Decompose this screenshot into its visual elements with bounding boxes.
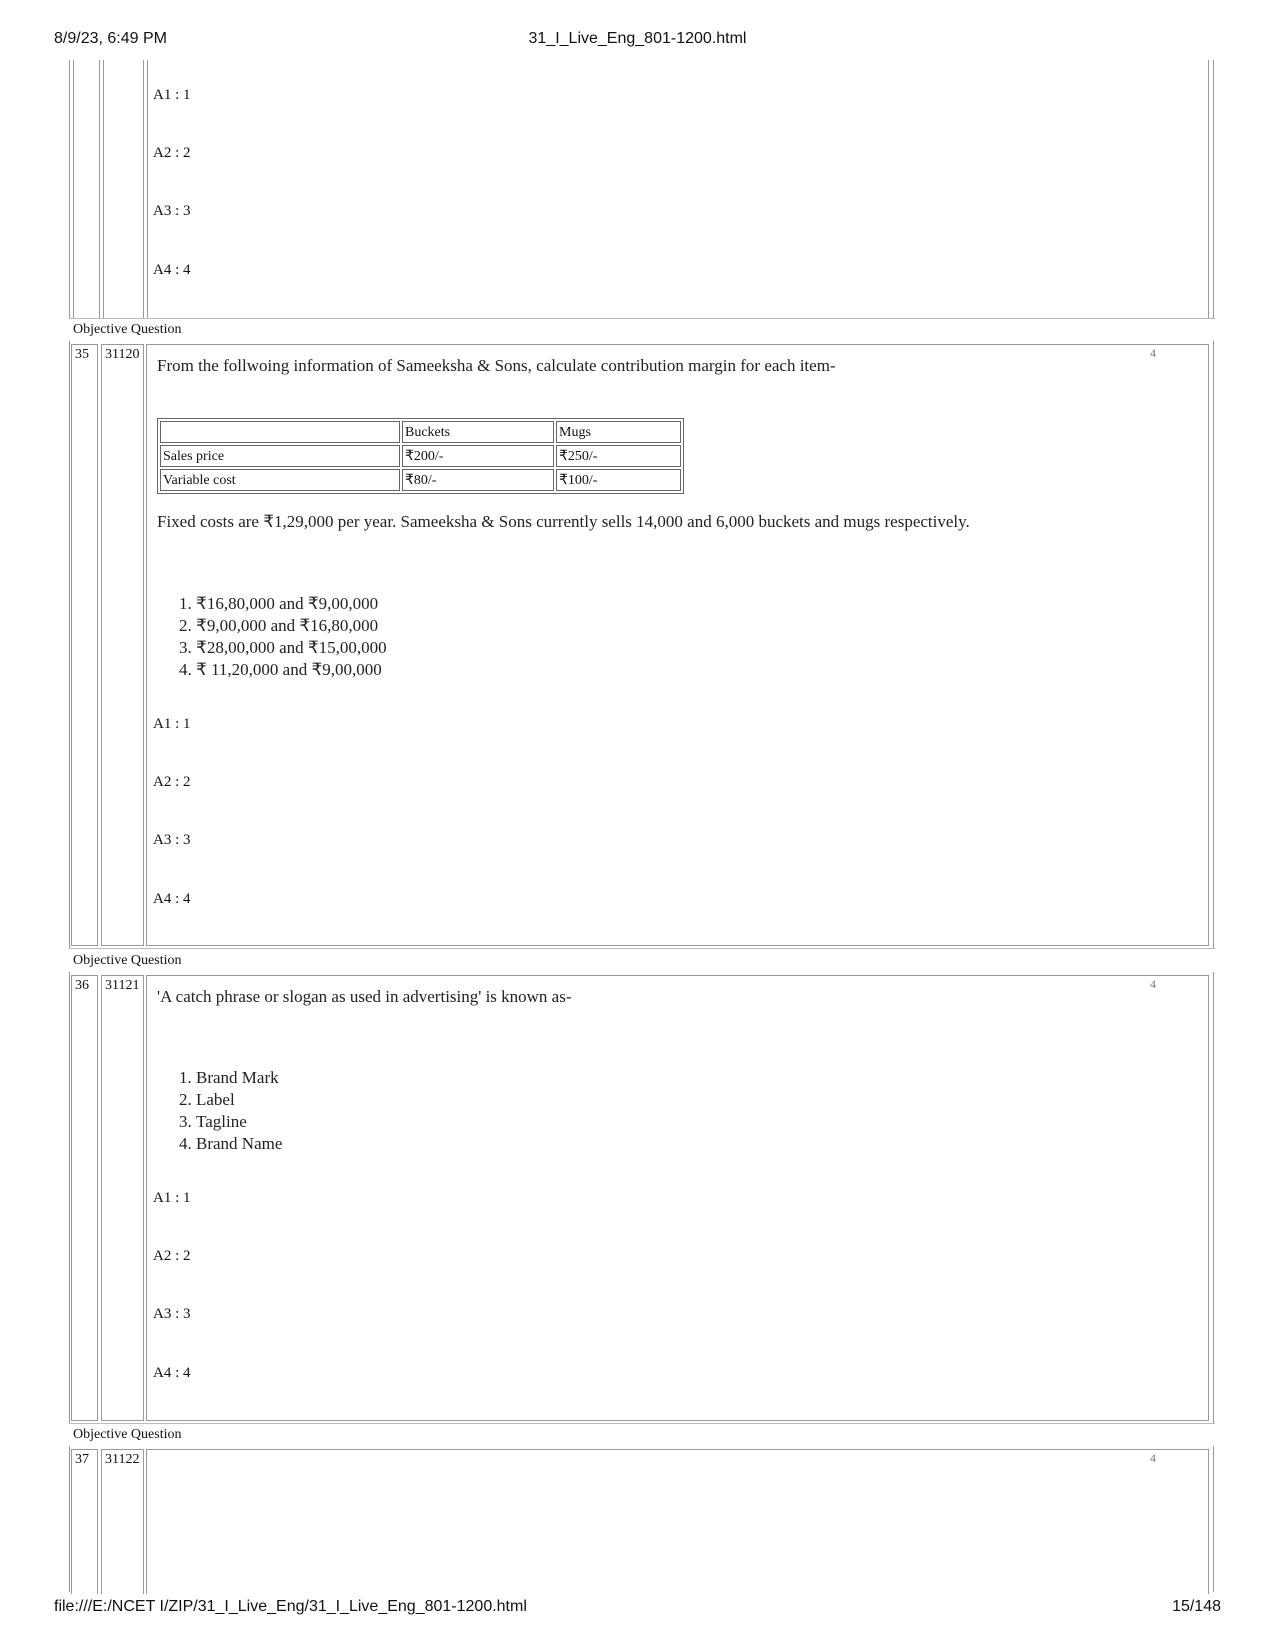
- options-list: [166, 593, 387, 681]
- table-cell: Variable cost: [160, 469, 400, 491]
- q35-border-bottom: [69, 948, 1215, 949]
- table-row: [160, 445, 681, 467]
- question-text: 'A catch phrase or slogan as used in advertising' is known as-: [157, 987, 572, 1006]
- q37-border-outer-right: [1213, 1446, 1214, 1592]
- prev-border-num: [73, 60, 74, 318]
- option-item: 3. ₹28,00,000 and ₹15,00,000: [196, 637, 387, 659]
- truncated-column-marker: 4: [1150, 977, 1156, 991]
- table-cell: [160, 421, 400, 443]
- answer-line: A4 : 4: [153, 891, 191, 907]
- truncated-column-marker: 4: [1150, 1451, 1156, 1465]
- answer-line: A2 : 2: [153, 774, 191, 790]
- table-cell: ₹200/-: [402, 445, 554, 467]
- table-cell: ₹250/-: [556, 445, 681, 467]
- prev-border-id-right: [143, 60, 144, 318]
- option-item: 2. ₹9,00,000 and ₹16,80,000: [196, 615, 387, 637]
- print-date: 8/9/23, 6:49 PM: [54, 30, 167, 47]
- answer-line: A1 : 1: [153, 87, 191, 103]
- table-cell: ₹100/-: [556, 469, 681, 491]
- table-row: [160, 469, 681, 491]
- question-content: [146, 1449, 1209, 1594]
- answer-line: A4 : 4: [153, 262, 191, 278]
- q37-border-left: [69, 1446, 70, 1592]
- cost-table: [157, 418, 684, 494]
- question-content: [146, 975, 1209, 1421]
- answer-line: A3 : 3: [153, 203, 191, 219]
- answer-line: A1 : 1: [153, 716, 191, 732]
- file-url: file:///E:/NCET I/ZIP/31_I_Live_Eng/31_I_Live_Eng_801-1200.html: [54, 1598, 527, 1615]
- option-item: 1. ₹16,80,000 and ₹9,00,000: [196, 593, 387, 615]
- question-id: 31120: [101, 344, 144, 946]
- page-number: 15/148: [1172, 1598, 1221, 1615]
- q36-border-left: [69, 972, 70, 1424]
- question-number: 37: [71, 1449, 98, 1594]
- option-item: 3. Tagline: [196, 1111, 282, 1133]
- document-title: 31_I_Live_Eng_801-1200.html: [528, 30, 747, 47]
- answer-line: A3 : 3: [153, 832, 191, 848]
- question-number: 36: [71, 975, 98, 1421]
- table-cell: Sales price: [160, 445, 400, 467]
- section-label: Objective Question: [73, 322, 182, 337]
- q36-border-outer-right: [1213, 972, 1214, 1424]
- prev-border-left: [69, 60, 70, 318]
- section-label: Objective Question: [73, 1427, 182, 1442]
- prev-border-bottom: [69, 318, 1215, 319]
- option-item: 2. Label: [196, 1089, 282, 1111]
- question-text: From the follwoing information of Sameeksha & Sons, calculate contribution margin for each item-: [157, 356, 836, 375]
- prev-border-num-right: [99, 60, 100, 318]
- answer-line: A1 : 1: [153, 1190, 191, 1206]
- answer-line: A4 : 4: [153, 1365, 191, 1381]
- answer-line: A2 : 2: [153, 1248, 191, 1264]
- q35-border-outer-right: [1213, 341, 1214, 949]
- question-extra-text: Fixed costs are ₹1,29,000 per year. Sameeksha & Sons currently sells 14,000 and 6,000 buckets and mugs respectively.: [157, 512, 970, 531]
- answer-line: A3 : 3: [153, 1306, 191, 1322]
- table-header-row: [160, 421, 681, 443]
- question-id: 31121: [101, 975, 144, 1421]
- option-item: 4. Brand Name: [196, 1133, 282, 1155]
- option-item: 1. Brand Mark: [196, 1067, 282, 1089]
- prev-border-outer-right: [1213, 60, 1214, 318]
- table-cell: ₹80/-: [402, 469, 554, 491]
- options-list: [166, 1067, 282, 1155]
- truncated-column-marker: 4: [1150, 346, 1156, 360]
- answer-line: A2 : 2: [153, 145, 191, 161]
- prev-border-id: [103, 60, 104, 318]
- prev-border-content: [147, 60, 148, 318]
- option-item: 4. ₹ 11,20,000 and ₹9,00,000: [196, 659, 387, 681]
- section-label: Objective Question: [73, 953, 182, 968]
- table-cell: Buckets: [402, 421, 554, 443]
- prev-border-right: [1208, 60, 1209, 318]
- question-id: 31122: [101, 1449, 144, 1594]
- table-cell: Mugs: [556, 421, 681, 443]
- question-number: 35: [71, 344, 98, 946]
- q36-border-bottom: [69, 1423, 1215, 1424]
- q35-border-left: [69, 341, 70, 949]
